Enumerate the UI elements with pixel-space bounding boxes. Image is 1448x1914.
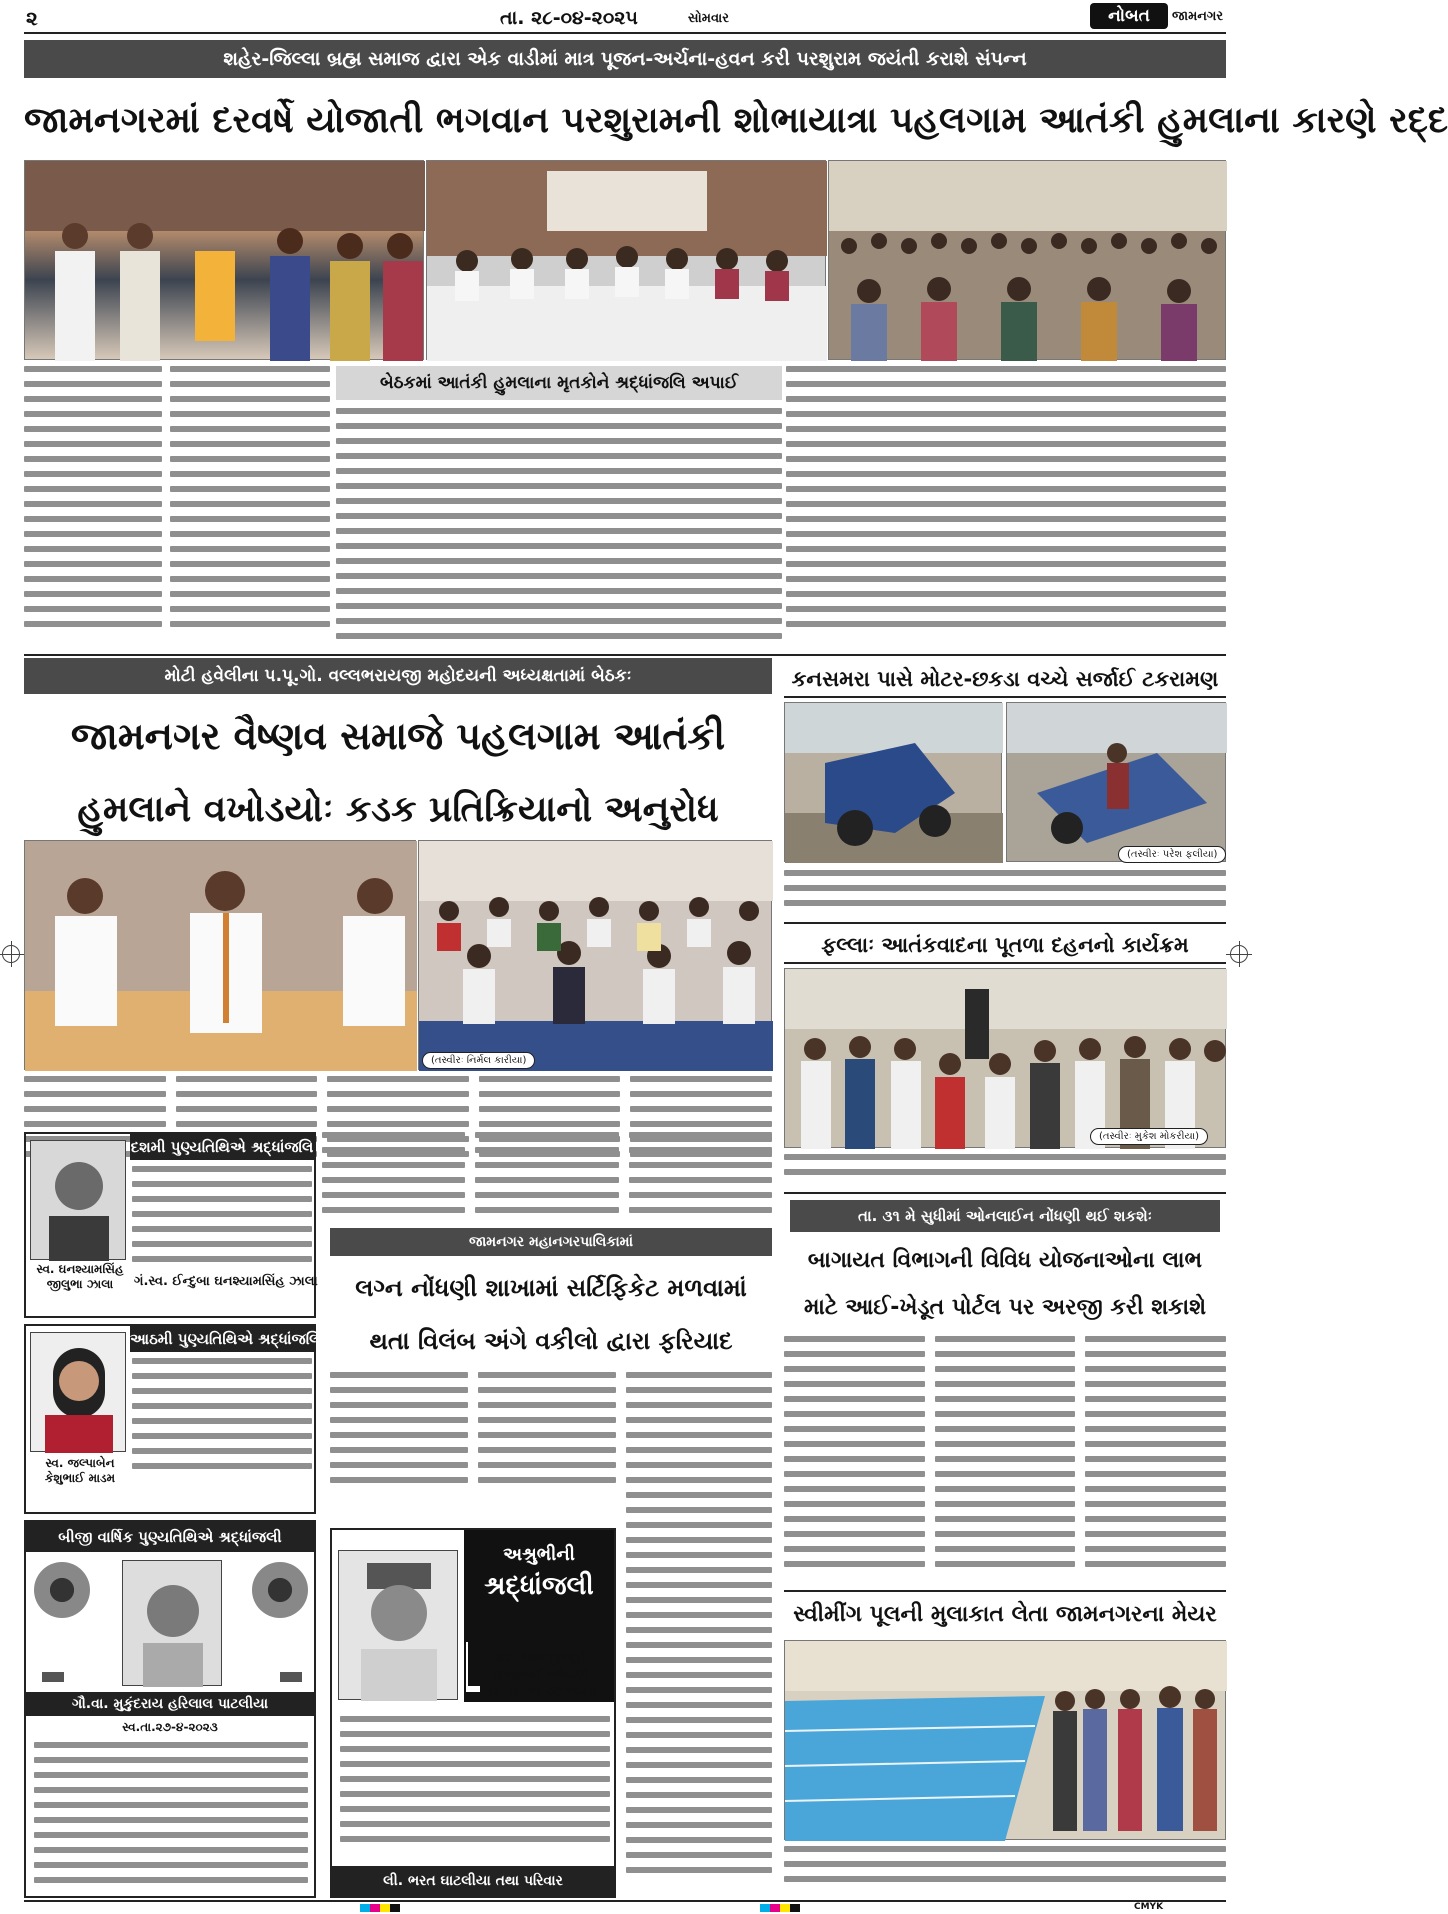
header-text: બીજી વાર્ષિક પુણ્યતિથિએ શ્રદ્ધાંજલી (58, 1528, 282, 1546)
accident-headline (784, 660, 1226, 698)
brand-logo (1090, 3, 1168, 29)
masthead-rule (24, 32, 1226, 34)
vaishnav-headline-line1 (24, 700, 772, 772)
top-story-body-col1 (24, 366, 162, 646)
registration-mark-icon (1230, 945, 1248, 963)
masthead-date: તા. ૨૮-૦૪-૨૦૨૫ (500, 7, 638, 29)
photo-crowd (828, 160, 1226, 360)
name-text: સ્વ. ઘનશ્યામસિંહ જીલુભા ઝાલા (36, 1262, 124, 1291)
crowd-scene (829, 161, 1227, 361)
masthead-city: જામનગર (1172, 9, 1224, 24)
date-text: સ્વ.તા.૨૭-૪-૨૦૨૩ (122, 1720, 218, 1734)
dais-scene (25, 841, 417, 1071)
color-registration-bar (360, 1904, 400, 1912)
from-text: લી. ભરત ઘાટલીયા તથા પરિવાર (383, 1873, 563, 1889)
kicker-text: જામનગર મહાનગરપાલિકામાં (469, 1234, 633, 1250)
kicker-text: તા. ૩૧ મે સુધીમાં ઓનલાઈન નોંધણી થઈ શકશેઃ (858, 1207, 1152, 1225)
page-number: ૨ (26, 6, 38, 30)
vaishnav-photo-credit (422, 1052, 535, 1069)
jmc-kicker (330, 1228, 772, 1256)
agri-kicker (790, 1200, 1220, 1232)
vaishnav-headline-line2 (24, 776, 772, 844)
name-text: ગૌ.વા. મુકુંદરાય હરિલાલ પાટલીયા (71, 1696, 269, 1712)
agri-body (784, 1336, 1226, 1586)
section-divider (24, 654, 1226, 656)
vaishnav-kicker (24, 658, 772, 694)
obituary-father-name: મુળજીભાઈ બદીયાણી (493, 1668, 589, 1681)
top-story-body-col3 (336, 408, 782, 648)
accident-scene (785, 703, 1003, 863)
photo-vaishnav-audience (418, 840, 772, 1070)
photo-meeting-stage (426, 160, 826, 360)
obituary-from (332, 1866, 614, 1896)
obituary-box-4 (330, 1528, 616, 1898)
masthead (0, 0, 1250, 40)
photo-effigy-burning (784, 968, 1226, 1148)
obituary-portrait (338, 1550, 458, 1700)
header-text: દશમી પુણ્યતિથિએ શ્રદ્ધાંજલિ (130, 1138, 314, 1156)
subhead-text: બેઠકમાં આતંકી હુમલાના મૃતકોને શ્રદ્ધાંજલિ અપાઈ (380, 373, 738, 393)
photo-vaishnav-dais (24, 840, 416, 1070)
swim-body (784, 1846, 1226, 1894)
vaishnav-body-cont (322, 1132, 772, 1222)
flla-body (784, 1154, 1226, 1190)
headline-text: બાગાયત વિભાગની વિવિધ યોજનાઓના લાભ (807, 1248, 1203, 1273)
obituary-box-1 (24, 1132, 316, 1318)
top-story-headline (24, 86, 1448, 156)
stage-scene (427, 161, 827, 361)
brand-name: નોબત (1108, 6, 1150, 26)
incense-icon (280, 1652, 302, 1682)
portrait-figure (123, 1561, 223, 1687)
top-story-body-col2 (170, 366, 330, 646)
headline-text: હુમલાને વખોડયોઃ કડક પ્રતિક્રિયાનો અનુરોધ (77, 789, 719, 830)
kicker-text: મોટી હવેલીના પ.પૂ.ગો. વલ્લભરાયજી મહોદયની અધ્યક્ષતામાં બેઠકઃ (164, 666, 632, 686)
obituary-date: સ્વ. તા. ૨૬-૦૪-૨૦૨૫ (486, 1684, 596, 1698)
portrait-figure (339, 1551, 459, 1701)
headline-text: જામનગર વૈષ્ણવ સમાજે પહલગામ આતંકી (70, 714, 726, 758)
photo-swimming-pool (784, 1640, 1226, 1840)
obituary-message (132, 1166, 312, 1258)
credit-text: (તસ્વીરઃ મુકેશ મોકરીયા) (1099, 1131, 1199, 1142)
jmc-body-left (330, 1372, 616, 1522)
obituary-portrait (122, 1560, 222, 1686)
accident-photo-credit (1118, 846, 1226, 863)
obituary-title-line2: શ્રદ્ધાંજલી (484, 1571, 594, 1601)
obituary-header (130, 1326, 321, 1352)
print-marks-label: CMYK (1134, 1902, 1164, 1912)
obituary-box-2 (24, 1324, 321, 1514)
headline-text: ફલ્લાઃ આતંકવાદના પૂતળા દહનનો કાર્યક્રમ (821, 933, 1189, 957)
sunflower-icon (252, 1562, 308, 1618)
obituary-deceased-name: સ્વ. લાલજીભાઈ (494, 1650, 588, 1666)
section-divider (784, 922, 1226, 924)
jmc-headline-line2 (330, 1316, 772, 1366)
flla-headline (784, 926, 1226, 964)
headline-text: સ્વીમીંગ પૂલની મુલાકાત લેતા જામનગરના મેયર (793, 1602, 1217, 1627)
obituary-message (340, 1716, 610, 1856)
headline-text: જામનગરમાં દરવર્ષે યોજાતી ભગવાન પરશુરામની શોભાયાત્રા પહલગામ આતંકી હુમલાના કારણે રદ્દ (24, 100, 1448, 141)
headline-text: લગ્ન નોંધણી શાખામાં સર્ટિફિકેટ મળવામાં (355, 1274, 747, 1302)
people-figures (25, 161, 425, 361)
name-text: સ્વ. જલ્પાબેન કેશુભાઈ માડમ (44, 1456, 116, 1485)
portrait-figure (31, 1333, 127, 1453)
footer-rule (24, 1900, 1226, 1902)
jmc-body-right (626, 1372, 772, 1892)
photo-accident-2 (1006, 702, 1226, 862)
headline-text: થતા વિલંબ અંગે વકીલો દ્વારા ફરિયાદ (369, 1327, 733, 1355)
obituary-header (26, 1522, 314, 1552)
credit-text: (તસ્વીરઃ પરેશ ફલીયા) (1127, 849, 1218, 860)
jmc-headline-line1 (330, 1262, 772, 1314)
headline-text: માટે આઈ-ખેડૂત પોર્ટલ પર અરજી કરી શકાશે (803, 1295, 1207, 1320)
top-story-subhead (336, 366, 782, 400)
audience-scene (419, 841, 773, 1071)
top-story-body-col4 (786, 366, 1226, 648)
kicker-text: શહેર-જિલ્લા બ્રહ્મ સમાજ દ્વારા એક વાડીમાં માત્ર પૂજન-અર્ચના-હવન કરી પરશુરામ જયંતી કરાશે સંપન્ન (223, 48, 1027, 70)
obituary-message (132, 1358, 312, 1468)
pool-scene (785, 1641, 1227, 1841)
obituary-date (26, 1720, 314, 1735)
agri-headline-line1 (784, 1236, 1226, 1286)
obituary-portrait (30, 1332, 126, 1452)
obituary-portrait (30, 1140, 126, 1260)
obituary-box-3 (24, 1520, 316, 1898)
accident-scene (1007, 703, 1227, 863)
obituary-deceased-name (30, 1262, 130, 1292)
crowd-scene (785, 969, 1227, 1149)
sunflower-icon (34, 1562, 90, 1618)
from-text: ગં.સ્વ. ઈન્દુબા ઘનશ્યામસિંહ ઝાલા (134, 1274, 318, 1289)
obituary-message (34, 1742, 308, 1892)
obituary-deceased-name (30, 1456, 130, 1486)
obituary-from (134, 1274, 318, 1289)
photo-accident-1 (784, 702, 1002, 862)
header-text: આઠમી પુણ્યતિથિએ શ્રદ્ધાંજલિ (130, 1330, 321, 1348)
agri-headline-line2 (784, 1284, 1226, 1332)
section-divider (784, 1590, 1226, 1592)
credit-text: (તસ્વીરઃ નિર્મલ કારીયા) (431, 1055, 527, 1066)
obituary-deceased-name (26, 1692, 314, 1716)
accident-body (784, 870, 1226, 918)
photo-puja (24, 160, 424, 360)
flla-photo-credit (1090, 1128, 1208, 1145)
swim-headline (784, 1594, 1226, 1636)
color-registration-bar (760, 1904, 800, 1912)
section-divider (784, 1192, 1226, 1194)
registration-mark-icon (2, 945, 20, 963)
obituary-header (130, 1134, 314, 1160)
obituary-title-line1: અશ્રુભીની (503, 1544, 575, 1565)
top-story-kicker (24, 40, 1226, 78)
incense-icon (42, 1652, 64, 1682)
portrait-figure (31, 1141, 127, 1261)
masthead-weekday: સોમવાર (688, 11, 729, 26)
headline-text: કનસમરા પાસે મોટર-છકડા વચ્ચે સર્જાઈ ટકરામણ (791, 667, 1219, 691)
